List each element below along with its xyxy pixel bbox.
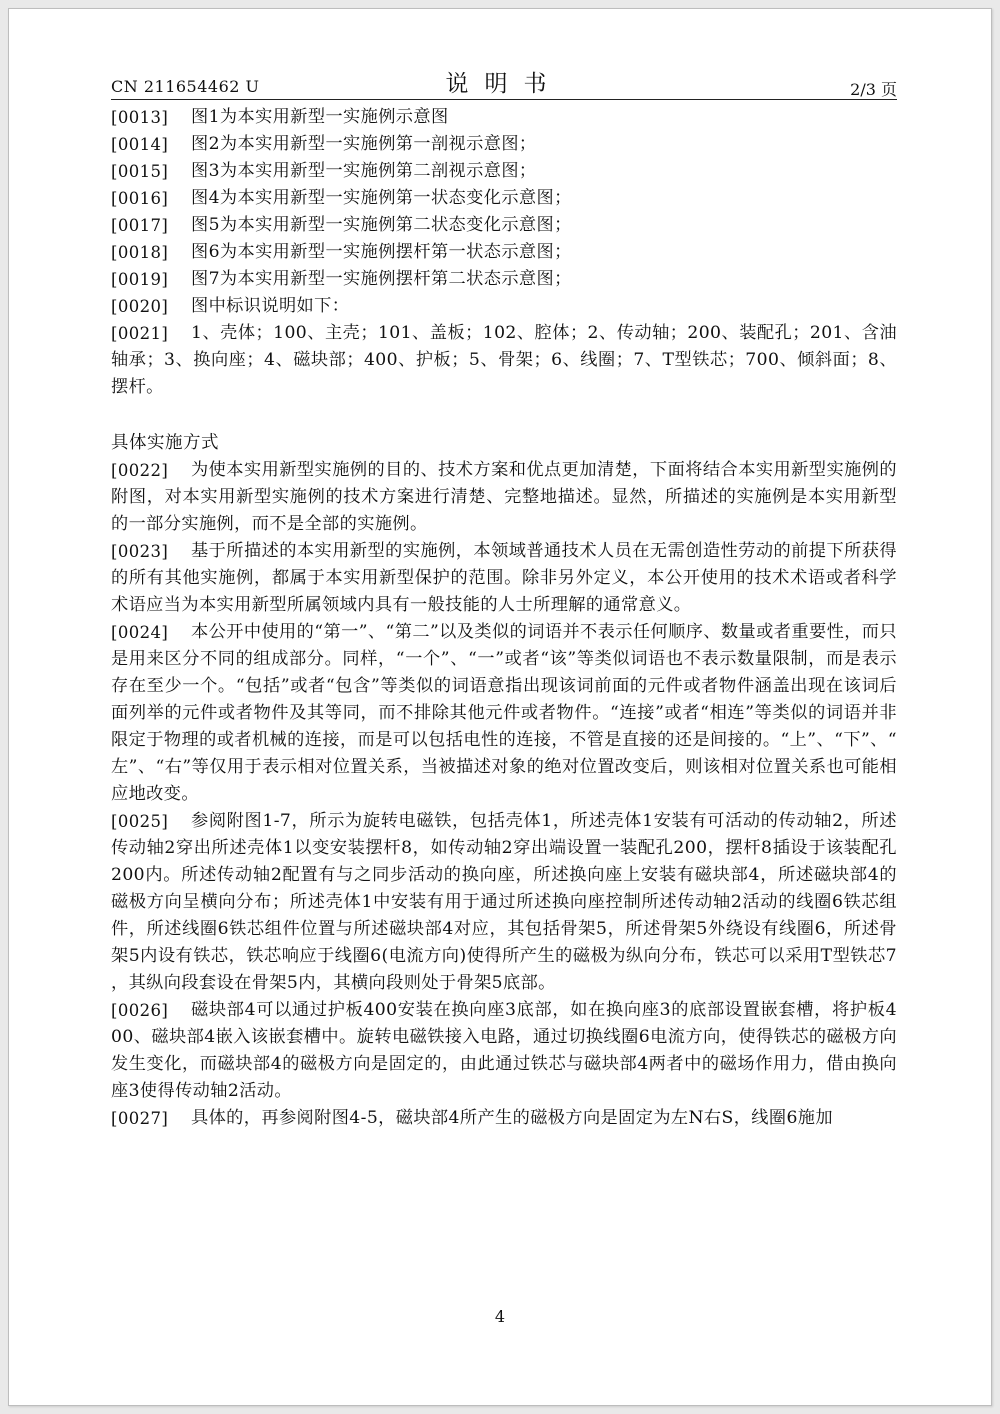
- publication-number: CN 211654462 U: [111, 77, 260, 96]
- header-rule: [111, 99, 897, 100]
- list-item: [111, 185, 897, 212]
- list-item: [111, 266, 897, 293]
- list-item: [111, 239, 897, 266]
- document-body: [111, 104, 897, 1132]
- paragraph: [111, 997, 897, 1105]
- paragraph: [111, 1105, 897, 1132]
- paragraph-number: [0016]: [111, 189, 169, 208]
- paragraph-number: [0023]: [111, 542, 169, 561]
- paragraph-number: [0014]: [111, 135, 169, 154]
- document-page: [8, 8, 992, 1406]
- document-title: 说明书: [445, 71, 563, 97]
- paragraph-number: [0021]: [111, 324, 169, 343]
- paragraph-text: 图7为本实用新型一实施例摆杆第二状态示意图；: [191, 269, 572, 289]
- paragraph-text: 具体的，再参阅附图4-5，磁块部4所产生的磁极方向是固定为左N右S，线圈6施加: [191, 1108, 833, 1128]
- paragraph-text: 图3为本实用新型一实施例第二剖视示意图；: [191, 161, 537, 181]
- paragraph-text: 图中标识说明如下：: [191, 296, 350, 316]
- paragraph: [111, 538, 897, 619]
- page-number: 4: [494, 1307, 506, 1326]
- paragraph-number: [0015]: [111, 162, 169, 181]
- paragraph-text: 基于所描述的本实用新型的实施例，本领域普通技术人员在无需创造性劳动的前提下所获得的所有其他实施例，都属于本实用新型保护的范围。除非另外定义，本公开使用的技术术语或者科学术语应当为本实用新型所属领域内具有一般技能的人士所理解的通常意义。: [111, 541, 897, 615]
- page-header: [111, 65, 897, 99]
- paragraph-text: 图6为本实用新型一实施例摆杆第一状态示意图；: [191, 242, 572, 262]
- paragraph-number: [0017]: [111, 216, 169, 235]
- paragraph: [111, 619, 897, 808]
- paragraph-text: 图2为本实用新型一实施例第一剖视示意图；: [191, 134, 537, 154]
- paragraph: [111, 457, 897, 538]
- section-heading: 具体实施方式: [111, 433, 219, 453]
- paragraph-number: [0019]: [111, 270, 169, 289]
- paragraph-number: [0022]: [111, 461, 169, 480]
- paragraph-text: 参阅附图1-7，所示为旋转电磁铁，包括壳体1，所述壳体1安装有可活动的传动轴2，所述传动轴2穿出所述壳体1以变安装摆杆8，如传动轴2穿出端设置一装配孔200，摆杆8插设于该装配孔200内。所述传动轴2配置有与之同步活动的换向座，所述换向座上安装有磁块部4，所述磁块部4的磁极方向呈横向分布；所述壳体1中安装有用于通过所述换向座控制所述传动轴2活动的线圈6铁芯组件，所述线圈6铁芯组件位置与所述磁块部4对应，其包括骨架5，所述骨架5外绕设有线圈6，所述骨架5内设有铁芯，铁芯响应于线圈6(电流方向)使得所产生的磁极为纵向分布，铁芯可以采用T型铁芯7，其纵向段套设在骨架5内，其横向段则处于骨架5底部。: [111, 811, 897, 993]
- paragraph-text: 磁块部4可以通过护板400安装在换向座3底部，如在换向座3的底部设置嵌套槽，将护板400、磁块部4嵌入该嵌套槽中。旋转电磁铁接入电路，通过切换线圈6电流方向，使得铁芯的磁极方向发生变化，而磁块部4的磁极方向是固定的，由此通过铁芯与磁块部4两者中的磁场作用力，借由换向座3使得传动轴2活动。: [111, 1000, 897, 1101]
- paragraph: [111, 808, 897, 997]
- list-item: [111, 212, 897, 239]
- paragraph-text: 图1为本实用新型一实施例示意图: [191, 107, 449, 127]
- list-item: [111, 158, 897, 185]
- list-item: [111, 104, 897, 131]
- list-item: [111, 293, 897, 320]
- paragraph-text: 图5为本实用新型一实施例第二状态变化示意图；: [191, 215, 572, 235]
- paragraph-number: [0026]: [111, 1001, 169, 1020]
- list-item: [111, 320, 897, 401]
- paragraph-text: 1、壳体；100、主壳；101、盖板；102、腔体；2、传动轴；200、装配孔；201、含油轴承；3、换向座；4、磁块部；400、护板；5、骨架；6、线圈；7、T型铁芯；700、倾斜面；8、摆杆。: [111, 323, 897, 397]
- paragraph-number: [0025]: [111, 812, 169, 831]
- paragraph-number: [0013]: [111, 108, 169, 127]
- paragraph-text: 为使本实用新型实施例的目的、技术方案和优点更加清楚，下面将结合本实用新型实施例的附图，对本实用新型实施例的技术方案进行清楚、完整地描述。显然，所描述的实施例是本实用新型的一部分实施例，而不是全部的实施例。: [111, 460, 897, 534]
- paragraph-number: [0020]: [111, 297, 169, 316]
- list-item: [111, 131, 897, 158]
- paragraph-text: 图4为本实用新型一实施例第一状态变化示意图；: [191, 188, 572, 208]
- page-of-indicator: 2/3 页: [850, 80, 897, 99]
- paragraph-number: [0027]: [111, 1109, 169, 1128]
- paragraph-text: 本公开中使用的“第一”、“第二”以及类似的词语并不表示任何顺序、数量或者重要性，而只是用来区分不同的组成部分。同样，“一个”、“一”或者“该”等类似词语也不表示数量限制，而是表示存在至少一个。“包括”或者“包含”等类似的词语意指出现该词前面的元件或者物件涵盖出现在该词后面列举的元件或者物件及其等同，而不排除其他元件或者物件。“连接”或者“相连”等类似的词语并非限定于物理的或者机械的连接，而是可以包括电性的连接，不管是直接的还是间接的。“上”、“下”、“左”、“右”等仅用于表示相对位置关系，当被描述对象的绝对位置改变后，则该相对位置关系也可能相应地改变。: [111, 622, 897, 804]
- paragraph-number: [0018]: [111, 243, 169, 262]
- paragraph-number: [0024]: [111, 623, 169, 642]
